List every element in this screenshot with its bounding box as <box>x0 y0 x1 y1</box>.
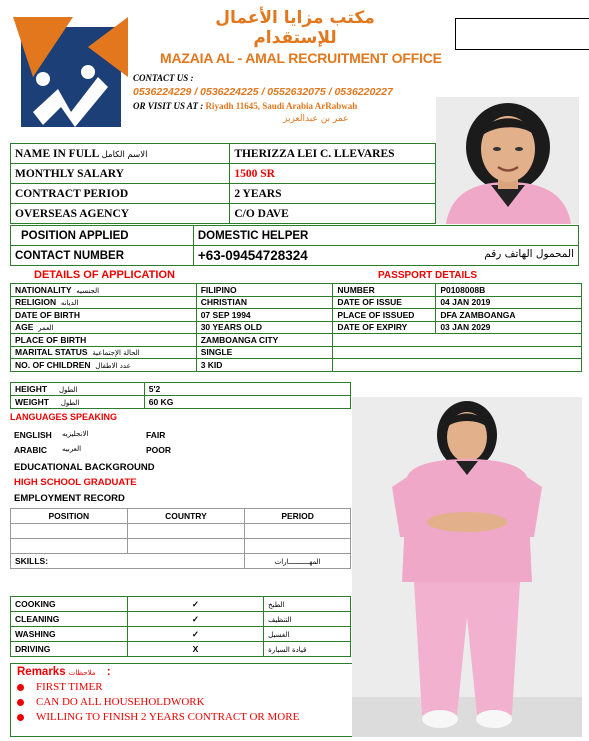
issue-date-value: 04 JAN 2019 <box>436 296 582 309</box>
skills-label-ar-cell <box>245 554 351 569</box>
remarks-colon: : <box>106 666 111 678</box>
remark-item <box>17 711 299 723</box>
applicant-portrait-photo <box>436 97 579 224</box>
details-heading: DETAILS OF APPLICATION <box>34 269 175 281</box>
company-logo <box>13 17 128 137</box>
contact-number-cell <box>193 246 578 266</box>
remark-text: FIRST TIMER <box>36 681 103 693</box>
skill-name-ar <box>264 597 351 612</box>
age-label-cell <box>11 321 197 334</box>
pob-value: ZAMBOANGA CITY <box>196 334 333 347</box>
height-label: HEIGHT <box>15 384 48 394</box>
skill-name-ar-text: قيادة السيارة <box>268 646 307 654</box>
skill-name-ar-text: الغسيل <box>268 631 290 639</box>
employment-col-period: PERIOD <box>245 509 351 524</box>
education-heading: EDUCATIONAL BACKGROUND <box>14 462 155 473</box>
passport-number-value: P0108008B <box>436 284 582 297</box>
nationality-value: FILIPINO <box>196 284 333 297</box>
english-row <box>10 430 351 445</box>
children-label: NO. OF CHILDREN <box>15 359 91 370</box>
weight-label-ar: الطول <box>60 399 80 407</box>
remarks-title-text: Remarks <box>17 666 66 678</box>
contact-us-label: CONTACT US : <box>133 73 194 83</box>
marital-value: SINGLE <box>196 346 333 359</box>
religion-value: CHRISTIAN <box>196 296 333 309</box>
weight-label-cell <box>11 396 145 409</box>
skill-name-ar <box>264 627 351 642</box>
employment-cell <box>11 539 128 554</box>
remark-text: WILLING TO FINISH 2 YEARS CONTRACT OR MORE <box>36 711 300 723</box>
position-contact-table <box>10 225 579 266</box>
arabic-office-title: مكتب مزايا الأعمال للإستقدام <box>215 8 375 48</box>
empty-cell <box>333 334 582 347</box>
employment-cell <box>245 539 351 554</box>
passport-number-label: NUMBER <box>333 284 436 297</box>
expiry-value: 03 JAN 2029 <box>436 321 582 334</box>
age-label: AGE <box>15 322 34 333</box>
remark-text: CAN DO ALL HOUSEHOLDWORK <box>36 696 205 708</box>
office-name: MAZAIA AL - AMAL RECRUITMENT OFFICE <box>160 50 442 66</box>
applicant-name: THERIZZA LEI C. LLEVARES <box>230 144 436 164</box>
skills-label-cell <box>11 554 245 569</box>
children-value: 3 KID <box>196 359 333 372</box>
children-label-cell <box>11 359 197 372</box>
physical-table <box>10 382 351 409</box>
employment-col-country: COUNTRY <box>127 509 245 524</box>
religion-label-cell <box>11 296 197 309</box>
contract-label: CONTRACT PERIOD <box>11 184 230 204</box>
skill-name-ar-text: الطبخ <box>268 601 285 609</box>
skills-label-ar: المهــــــــــارات <box>274 558 321 566</box>
position-label: POSITION APPLIED <box>11 226 194 246</box>
arabic-address: عمر بن عبدالعزيز <box>283 114 349 124</box>
nationality-label-cell <box>11 284 197 297</box>
skill-name-ar-text: التنظيف <box>268 616 292 624</box>
empty-cell <box>333 359 582 372</box>
employment-col-position: POSITION <box>11 509 128 524</box>
religion-label-ar: الديانه <box>60 299 79 308</box>
office-address: Riyadh 11645, Saudi Arabia ArRabwah <box>205 101 358 111</box>
contract-value: 2 YEARS <box>230 184 436 204</box>
issue-place-value: DFA ZAMBOANGA <box>436 309 582 322</box>
skills-label: SKILLS: <box>15 556 49 566</box>
bullet-icon <box>17 714 24 721</box>
skill-mark: X <box>127 642 263 657</box>
skill-mark: ✓ <box>127 627 263 642</box>
summary-table <box>10 143 436 224</box>
religion-label: RELIGION <box>15 297 57 308</box>
marital-label-ar: الحالة الإجتماعية <box>92 349 140 358</box>
english-label: ENGLISH <box>14 430 52 440</box>
remarks-title-ar: ملاحظات <box>68 669 96 677</box>
agency-value: C/O DAVE <box>230 204 436 224</box>
skill-name: CLEANING <box>11 612 128 627</box>
employment-cell <box>245 524 351 539</box>
dob-value: 07 SEP 1994 <box>196 309 333 322</box>
contact-number-label: CONTACT NUMBER <box>11 246 194 266</box>
nationality-label: NATIONALITY <box>15 284 72 295</box>
employment-cell <box>11 524 128 539</box>
height-value: 5'2 <box>144 383 350 396</box>
applicant-full-body-photo <box>352 397 582 737</box>
name-label: NAME IN FULL <box>15 147 99 160</box>
office-phones: 0536224229 / 0536224225 / 0552632075 / 0536220227 <box>133 86 393 98</box>
expiry-label: DATE OF EXPIRY <box>333 321 436 334</box>
passport-heading: PASSPORT DETAILS <box>378 270 478 281</box>
name-label-cell <box>11 144 230 164</box>
skill-name: DRIVING <box>11 642 128 657</box>
dob-label: DATE OF BIRTH <box>11 309 197 322</box>
arabic-row <box>10 445 351 460</box>
empty-cell <box>333 346 582 359</box>
skill-name: WASHING <box>11 627 128 642</box>
visit-line <box>133 101 357 111</box>
bullet-icon <box>17 699 24 706</box>
bullet-icon <box>17 684 24 691</box>
remark-item <box>17 681 103 693</box>
employment-cell <box>127 524 245 539</box>
languages-heading: LANGUAGES SPEAKING <box>10 412 118 422</box>
skill-name: COOKING <box>11 597 128 612</box>
height-label-cell <box>11 383 145 396</box>
english-label-ar: الانجليزيه <box>62 430 89 438</box>
employment-heading: EMPLOYMENT RECORD <box>14 493 125 504</box>
marital-label: MARITAL STATUS <box>15 347 88 358</box>
issue-date-label: DATE OF ISSUE <box>333 296 436 309</box>
nationality-label-ar: الجنسيه <box>76 286 100 295</box>
weight-value: 60 KG <box>144 396 350 409</box>
employment-table <box>10 508 351 569</box>
arabic-value: POOR <box>146 445 172 455</box>
agency-label: OVERSEAS AGENCY <box>11 204 230 224</box>
reference-box <box>455 18 589 50</box>
employment-cell <box>127 539 245 554</box>
english-value: FAIR <box>146 430 166 440</box>
remarks-title <box>17 666 111 678</box>
education-value: HIGH SCHOOL GRADUATE <box>14 477 137 488</box>
name-label-ar: الاسم الكامل <box>101 149 148 160</box>
arabic-label-ar: العربيه <box>62 445 82 453</box>
age-label-ar: العمر <box>38 324 54 333</box>
details-table <box>10 283 582 372</box>
contact-number: +63-09454728324 <box>197 248 308 263</box>
salary-label: MONTHLY SALARY <box>11 164 230 184</box>
height-label-ar: الطول <box>58 386 78 394</box>
remarks-box <box>10 663 353 737</box>
arabic-label: ARABIC <box>14 445 48 455</box>
position-value: DOMESTIC HELPER <box>193 226 578 246</box>
skills-table <box>10 596 351 657</box>
skill-mark: ✓ <box>127 612 263 627</box>
weight-label: WEIGHT <box>15 397 49 407</box>
skill-name-ar <box>264 612 351 627</box>
salary-value: 1500 SR <box>230 164 436 184</box>
marital-label-cell <box>11 346 197 359</box>
remark-item <box>17 696 205 708</box>
age-value: 30 YEARS OLD <box>196 321 333 334</box>
languages-block <box>10 430 351 460</box>
children-label-ar: عدد الاطفال <box>95 361 131 370</box>
pob-label: PLACE OF BIRTH <box>11 334 197 347</box>
skill-mark: ✓ <box>127 597 263 612</box>
contact-number-ar: المحمول الهاتف رقم <box>484 248 574 260</box>
skill-name-ar <box>264 642 351 657</box>
visit-label: OR VISIT US AT : <box>133 101 204 111</box>
issue-place-label: PLACE OF ISSUED <box>333 309 436 322</box>
